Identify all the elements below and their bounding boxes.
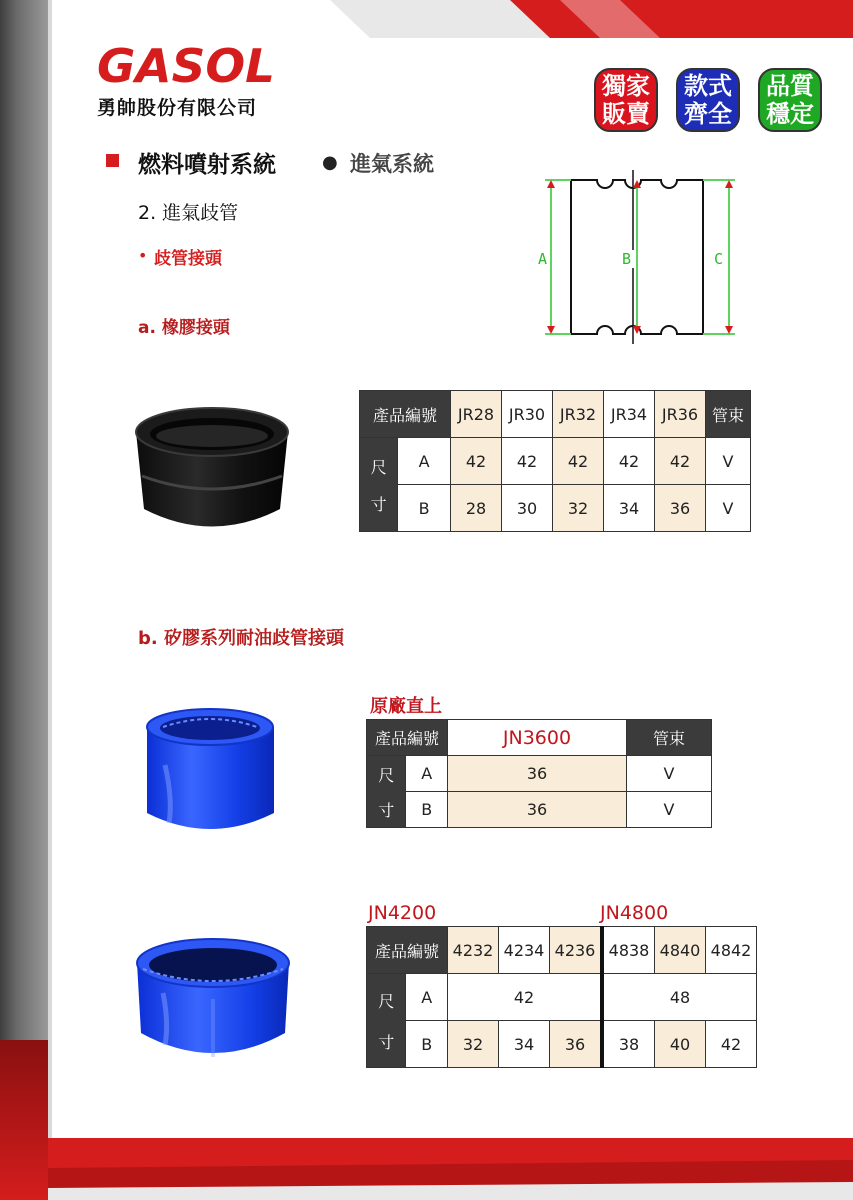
section-a-title: a. 橡膠接頭: [138, 318, 230, 338]
top-decor-banner: [330, 0, 853, 38]
page-subtitle: 進氣系統: [350, 152, 434, 176]
clamp-cell: V: [627, 792, 712, 828]
clamp-header: 管束: [627, 720, 712, 756]
logo-text: GASOL: [97, 40, 275, 90]
value-cell: 48: [602, 974, 757, 1021]
left-decor-bar: [0, 0, 48, 1200]
model-cell: 4840: [655, 927, 706, 974]
code-header: 產品編號: [360, 391, 451, 438]
dim-char: 寸: [370, 494, 387, 514]
diagram-label-a: A: [538, 250, 548, 268]
value-cell: 30: [502, 485, 553, 532]
dim-char: 寸: [378, 800, 395, 820]
straight-label: 原廠直上: [370, 696, 442, 717]
section-heading: 2. 進氣歧管: [138, 202, 239, 224]
badge-variety: [676, 68, 740, 132]
silicone-straight-joint-image: [143, 705, 278, 835]
dimension-diagram: [535, 162, 745, 348]
rubber-joint-table: [359, 390, 751, 532]
value-cell: 42: [451, 438, 502, 485]
value-cell: 36: [655, 485, 706, 532]
dim-char: 尺: [370, 457, 387, 477]
badge-line: 品質: [766, 72, 814, 100]
silicone-series-joint-image: [133, 933, 293, 1063]
company-name: 勇帥股份有限公司: [97, 97, 258, 119]
dimension-label: [360, 438, 398, 532]
value-cell: 42: [604, 438, 655, 485]
model-cell: 4236: [550, 927, 603, 974]
gasol-logo: [97, 40, 277, 90]
row-label: A: [406, 974, 448, 1021]
clamp-header: 管束: [706, 391, 751, 438]
dim-char: 寸: [378, 1032, 395, 1052]
value-cell: 42: [655, 438, 706, 485]
diagram-label-c: C: [714, 250, 724, 268]
model-cell: 4842: [706, 927, 757, 974]
model-cell: JR28: [451, 391, 502, 438]
model-cell: JR36: [655, 391, 706, 438]
model-cell: 4234: [499, 927, 550, 974]
badge-line: 穩定: [766, 100, 814, 128]
subsection-heading: 歧管接頭: [154, 249, 222, 269]
value-cell: 28: [451, 485, 502, 532]
model-cell: JR32: [553, 391, 604, 438]
model-cell: JR30: [502, 391, 553, 438]
left-decor-red: [0, 1040, 48, 1200]
dimension-label: [367, 756, 406, 828]
clamp-cell: V: [627, 756, 712, 792]
code-header: 產品編號: [367, 720, 448, 756]
row-label: B: [406, 792, 448, 828]
bottom-decor-banner: [48, 1138, 853, 1200]
straight-joint-table: [366, 719, 712, 828]
model-cell: 4232: [448, 927, 499, 974]
bullet-dot: ●: [322, 152, 338, 173]
row-label: A: [398, 438, 451, 485]
dim-char: 尺: [378, 991, 395, 1011]
badge-line: 齊全: [684, 100, 732, 128]
badge-line: 款式: [684, 72, 732, 100]
value-cell: 32: [448, 1021, 499, 1068]
series-joint-table: [366, 926, 757, 1068]
value-cell: 36: [550, 1021, 603, 1068]
value-cell: 42: [553, 438, 604, 485]
red-square-bullet: [106, 154, 119, 167]
value-cell: 42: [706, 1021, 757, 1068]
model-cell: JN3600: [448, 720, 627, 756]
value-cell: 34: [604, 485, 655, 532]
series-group-2-label: JN4800: [600, 902, 669, 924]
badge-exclusive: [594, 68, 658, 132]
badge-line: 獨家: [602, 72, 650, 100]
dimension-label: [367, 974, 406, 1068]
row-label: B: [406, 1021, 448, 1068]
value-cell: 38: [602, 1021, 655, 1068]
value-cell: 36: [448, 756, 627, 792]
rubber-joint-image: [130, 404, 294, 534]
row-label: B: [398, 485, 451, 532]
code-header: 產品編號: [367, 927, 448, 974]
left-decor-line: [48, 0, 52, 1200]
model-cell: JR34: [604, 391, 655, 438]
row-label: A: [406, 756, 448, 792]
series-group-1-label: JN4200: [368, 902, 437, 924]
value-cell: 36: [448, 792, 627, 828]
badge-quality: [758, 68, 822, 132]
model-cell: 4838: [602, 927, 655, 974]
value-cell: 42: [448, 974, 603, 1021]
page-title: 燃料噴射系統: [138, 152, 276, 178]
section-b-title: b. 矽膠系列耐油歧管接頭: [138, 628, 344, 649]
clamp-cell: V: [706, 485, 751, 532]
badge-line: 販賣: [602, 100, 650, 128]
value-cell: 32: [553, 485, 604, 532]
value-cell: 34: [499, 1021, 550, 1068]
value-cell: 40: [655, 1021, 706, 1068]
clamp-cell: V: [706, 438, 751, 485]
red-dot-bullet: •: [138, 246, 148, 265]
value-cell: 42: [502, 438, 553, 485]
diagram-label-b: B: [622, 250, 632, 268]
dim-char: 尺: [378, 765, 395, 785]
